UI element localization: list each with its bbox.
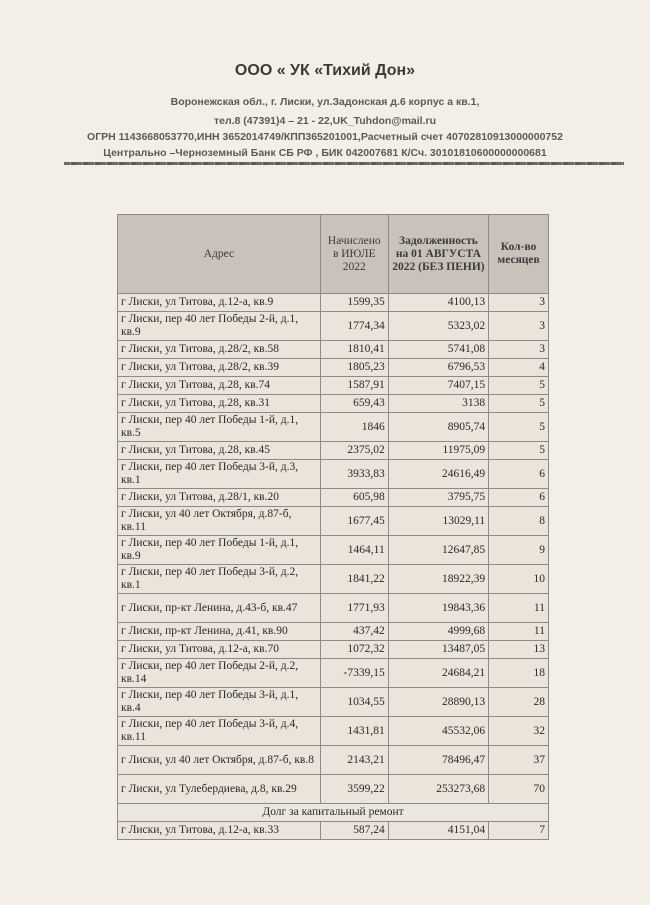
cell-months: 28 bbox=[489, 688, 549, 717]
cell-debt: 18922,39 bbox=[388, 565, 488, 594]
cell-address: г Лиски, пер 40 лет Победы 2-й, д.1, кв.9 bbox=[118, 312, 321, 341]
cell-months: 3 bbox=[489, 312, 549, 341]
cell-months: 5 bbox=[489, 395, 549, 413]
cell-address: г Лиски, ул 40 лет Октября, д.87-б, кв.8 bbox=[118, 746, 321, 775]
cell-address: г Лиски, пер 40 лет Победы 2-й, д.2, кв.14 bbox=[118, 659, 321, 688]
cell-charged: 1587,91 bbox=[320, 377, 388, 395]
table-row bbox=[118, 377, 549, 395]
header-divider bbox=[64, 162, 624, 165]
cell-address: г Лиски, пр-кт Ленина, д.43-б, кв.47 bbox=[118, 594, 321, 623]
cell-debt: 5741,08 bbox=[388, 341, 488, 359]
cell-address: г Лиски, ул Титова, д.12-а, кв.33 bbox=[118, 822, 321, 840]
cell-charged: -7339,15 bbox=[320, 659, 388, 688]
table-row bbox=[118, 359, 549, 377]
cell-address: г Лиски, ул Титова, д.28, кв.74 bbox=[118, 377, 321, 395]
cell-debt: 7407,15 bbox=[388, 377, 488, 395]
cell-months: 6 bbox=[489, 460, 549, 489]
cell-months: 11 bbox=[489, 623, 549, 641]
table-row bbox=[118, 489, 549, 507]
cell-address: г Лиски, ул Титова, д.28/2, кв.39 bbox=[118, 359, 321, 377]
cell-months: 5 bbox=[489, 377, 549, 395]
cell-months: 3 bbox=[489, 294, 549, 312]
cell-debt: 3138 bbox=[388, 395, 488, 413]
column-header-charged: Начислено в ИЮЛЕ 2022 bbox=[320, 215, 388, 294]
cell-debt: 19843,36 bbox=[388, 594, 488, 623]
cell-charged: 1599,35 bbox=[320, 294, 388, 312]
table-row bbox=[118, 507, 549, 536]
cell-debt: 78496,47 bbox=[388, 746, 488, 775]
cell-months: 10 bbox=[489, 565, 549, 594]
cell-charged: 1072,32 bbox=[320, 641, 388, 659]
cell-charged: 3599,22 bbox=[320, 775, 388, 804]
cell-charged: 587,24 bbox=[320, 822, 388, 840]
cell-months: 70 bbox=[489, 775, 549, 804]
table-row bbox=[118, 341, 549, 359]
cell-charged: 1677,45 bbox=[320, 507, 388, 536]
cell-months: 8 bbox=[489, 507, 549, 536]
cell-months: 37 bbox=[489, 746, 549, 775]
cell-address: г Лиски, пр-кт Ленина, д.41, кв.90 bbox=[118, 623, 321, 641]
cell-months: 4 bbox=[489, 359, 549, 377]
cell-debt: 253273,68 bbox=[388, 775, 488, 804]
cell-debt: 24616,49 bbox=[388, 460, 488, 489]
cell-charged: 1841,22 bbox=[320, 565, 388, 594]
cell-address: г Лиски, пер 40 лет Победы 3-й, д.1, кв.4 bbox=[118, 688, 321, 717]
cell-months: 6 bbox=[489, 489, 549, 507]
cell-charged: 1846 bbox=[320, 413, 388, 442]
cell-months: 13 bbox=[489, 641, 549, 659]
cell-debt: 5323,02 bbox=[388, 312, 488, 341]
table-row bbox=[118, 746, 549, 775]
table-row bbox=[118, 460, 549, 489]
table-row bbox=[118, 623, 549, 641]
cell-charged: 1771,93 bbox=[320, 594, 388, 623]
cell-charged: 1805,23 bbox=[320, 359, 388, 377]
cell-debt: 4999,68 bbox=[388, 623, 488, 641]
cell-months: 32 bbox=[489, 717, 549, 746]
table-row bbox=[118, 775, 549, 804]
cell-months: 7 bbox=[489, 822, 549, 840]
company-bank: Центрально –Черноземный Банк СБ РФ , БИК 042007681 К/Сч. 30101810600000000681 bbox=[103, 147, 547, 159]
cell-charged: 659,43 bbox=[320, 395, 388, 413]
table-row bbox=[118, 312, 549, 341]
cell-address: г Лиски, ул Титова, д.12-а, кв.9 bbox=[118, 294, 321, 312]
cell-address: г Лиски, пер 40 лет Победы 3-й, д.2, кв.1 bbox=[118, 565, 321, 594]
cell-debt: 12647,85 bbox=[388, 536, 488, 565]
cell-charged: 1431,81 bbox=[320, 717, 388, 746]
cell-address: г Лиски, ул Титова, д.12-а, кв.70 bbox=[118, 641, 321, 659]
table-row bbox=[118, 294, 549, 312]
cell-debt: 13029,11 bbox=[388, 507, 488, 536]
table-row bbox=[118, 442, 549, 460]
debtors-table bbox=[117, 214, 549, 840]
cell-debt: 4100,13 bbox=[388, 294, 488, 312]
company-requisites: ОГРН 1143668053770,ИНН 3652014749/КПП365201001,Расчетный счет 40702810913000000752 bbox=[87, 131, 563, 143]
column-header-address: Адрес bbox=[118, 215, 321, 294]
cell-charged: 605,98 bbox=[320, 489, 388, 507]
section-title: Долг за капитальный ремонт bbox=[118, 804, 549, 822]
company-contacts: тел.8 (47391)4 – 21 - 22,UK_Tuhdon@mail.ru bbox=[213, 115, 436, 127]
cell-address: г Лиски, ул Титова, д.28, кв.45 bbox=[118, 442, 321, 460]
cell-charged: 437,42 bbox=[320, 623, 388, 641]
cell-debt: 8905,74 bbox=[388, 413, 488, 442]
cell-debt: 3795,75 bbox=[388, 489, 488, 507]
company-name: ООО « УК «Тихий Дон» bbox=[234, 62, 416, 79]
cell-months: 3 bbox=[489, 341, 549, 359]
table-row bbox=[118, 565, 549, 594]
cell-debt: 13487,05 bbox=[388, 641, 488, 659]
table-row bbox=[118, 536, 549, 565]
table-row bbox=[118, 594, 549, 623]
cell-address: г Лиски, пер 40 лет Победы 1-й, д.1, кв.5 bbox=[118, 413, 321, 442]
cell-address: г Лиски, ул 40 лет Октября, д.87-б, кв.11 bbox=[118, 507, 321, 536]
table-row bbox=[118, 641, 549, 659]
cell-charged: 3933,83 bbox=[320, 460, 388, 489]
cell-months: 9 bbox=[489, 536, 549, 565]
cell-address: г Лиски, ул Тулебердиева, д.8, кв.29 bbox=[118, 775, 321, 804]
table-row bbox=[118, 413, 549, 442]
column-header-months: Кол-во месяцев bbox=[489, 215, 549, 294]
cell-debt: 6796,53 bbox=[388, 359, 488, 377]
cell-address: г Лиски, пер 40 лет Победы 3-й, д.3, кв.1 bbox=[118, 460, 321, 489]
cell-months: 5 bbox=[489, 413, 549, 442]
cell-charged: 1464,11 bbox=[320, 536, 388, 565]
cell-months: 11 bbox=[489, 594, 549, 623]
cell-address: г Лиски, ул Титова, д.28, кв.31 bbox=[118, 395, 321, 413]
cell-charged: 2375,02 bbox=[320, 442, 388, 460]
cell-months: 18 bbox=[489, 659, 549, 688]
cell-debt: 11975,09 bbox=[388, 442, 488, 460]
section-row bbox=[118, 804, 549, 822]
column-header-debt: Задолженность на 01 АВГУСТА 2022 (БЕЗ ПЕНИ) bbox=[388, 215, 488, 294]
cell-charged: 1034,55 bbox=[320, 688, 388, 717]
table-row bbox=[118, 659, 549, 688]
company-address: Воронежская обл., г. Лиски, ул.Задонская д.6 корпус а кв.1, bbox=[170, 96, 480, 108]
table-row bbox=[118, 688, 549, 717]
cell-address: г Лиски, ул Титова, д.28/2, кв.58 bbox=[118, 341, 321, 359]
cell-debt: 45532,06 bbox=[388, 717, 488, 746]
cell-address: г Лиски, пер 40 лет Победы 1-й, д.1, кв.9 bbox=[118, 536, 321, 565]
cell-charged: 2143,21 bbox=[320, 746, 388, 775]
cell-address: г Лиски, ул Титова, д.28/1, кв.20 bbox=[118, 489, 321, 507]
cell-months: 5 bbox=[489, 442, 549, 460]
cell-address: г Лиски, пер 40 лет Победы 3-й, д.4, кв.11 bbox=[118, 717, 321, 746]
cell-debt: 24684,21 bbox=[388, 659, 488, 688]
cell-debt: 4151,04 bbox=[388, 822, 488, 840]
cell-debt: 28890,13 bbox=[388, 688, 488, 717]
table-row bbox=[118, 395, 549, 413]
cell-charged: 1810,41 bbox=[320, 341, 388, 359]
table-header-row bbox=[118, 215, 549, 294]
cell-charged: 1774,34 bbox=[320, 312, 388, 341]
table-row bbox=[118, 822, 549, 840]
table-row bbox=[118, 717, 549, 746]
